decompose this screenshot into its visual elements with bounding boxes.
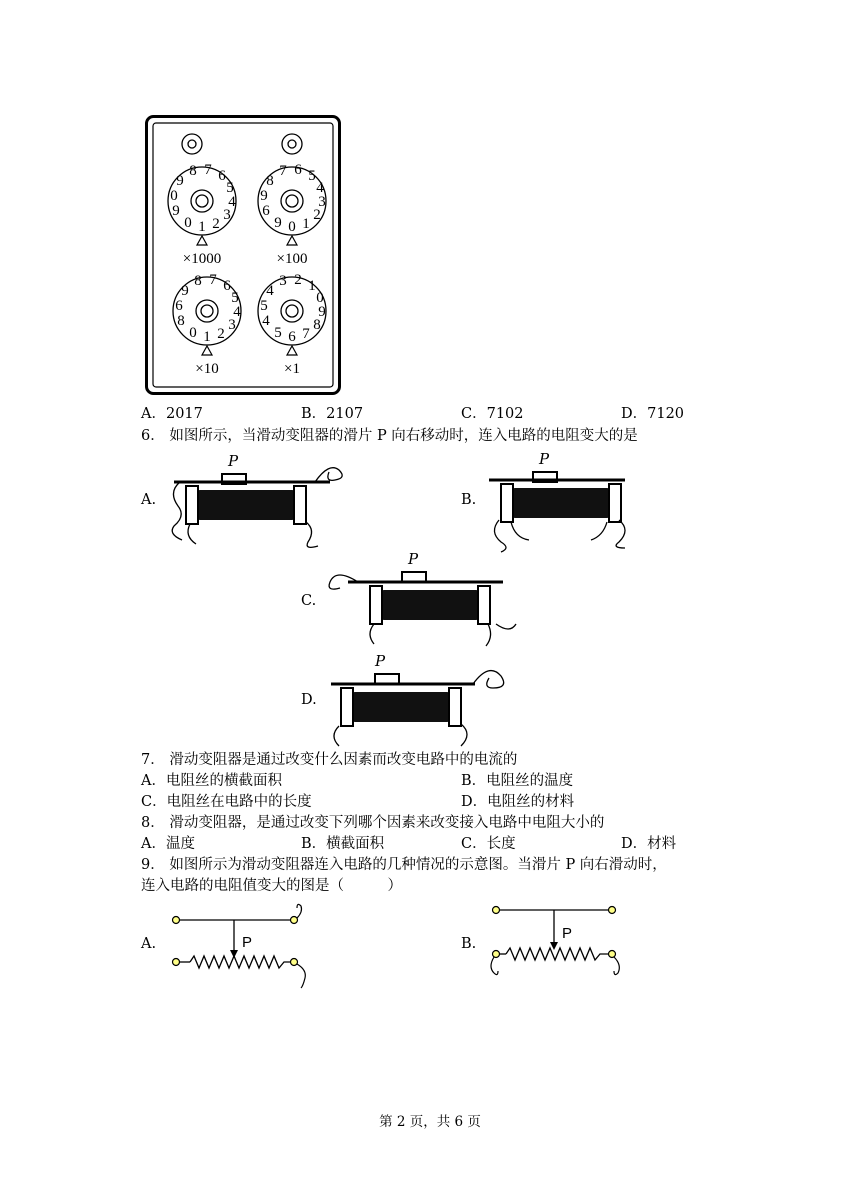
svg-text:0: 0 [316, 290, 324, 306]
multiplier-label: ×1000 [182, 251, 222, 267]
q8-option-d[interactable]: D．材料 [621, 836, 677, 852]
q6-stem: 6． 如图所示，当滑动变阻器的滑片 P 向右移动时，连入电路的电阻变大的是 [141, 428, 638, 444]
svg-text:7: 7 [204, 162, 212, 178]
q8-option-c[interactable]: C．长度 [461, 836, 516, 852]
resistance-box-figure [145, 115, 345, 400]
svg-text:6: 6 [175, 298, 183, 314]
slider-p-label: P [562, 925, 573, 942]
q8-stem: 8． 滑动变阻器，是通过改变下列哪个因素来改变接入电路中电阻大小的 [141, 815, 605, 831]
q7-option-a[interactable]: A．电阻丝的横截面积 [141, 773, 282, 789]
slider-p-label: P [408, 550, 419, 568]
svg-text:6: 6 [218, 168, 226, 184]
q5-option-d[interactable]: D．7120 [621, 406, 685, 422]
svg-text:0: 0 [189, 325, 197, 341]
svg-text:0: 0 [170, 188, 178, 204]
slider-p-label: P [375, 652, 386, 670]
svg-text:0: 0 [184, 215, 192, 231]
rheostat-figure-d [325, 652, 525, 747]
q9-stem-line2: 连入电路的电阻值变大的图是（ ） [141, 878, 402, 894]
svg-text:9: 9 [176, 173, 184, 189]
svg-text:6: 6 [262, 203, 270, 219]
svg-text:5: 5 [274, 325, 282, 341]
svg-text:9: 9 [318, 304, 326, 320]
q5-option-b[interactable]: B．2107 [301, 406, 364, 422]
svg-text:4: 4 [316, 180, 324, 196]
rheostat-figure-c [328, 550, 528, 650]
svg-text:9: 9 [274, 215, 282, 231]
svg-text:1: 1 [302, 216, 310, 232]
slider-p-label: P [242, 934, 253, 951]
multiplier-label: ×1 [284, 361, 300, 377]
q8-option-a[interactable]: A．温度 [141, 836, 195, 852]
q6-option-d[interactable]: D. [301, 692, 317, 708]
svg-text:2: 2 [217, 326, 225, 342]
svg-text:0: 0 [288, 219, 296, 235]
svg-text:5: 5 [226, 180, 234, 196]
rheostat-figure-a [170, 452, 350, 552]
page-footer: 第 2 页，共 6 页 [379, 1114, 481, 1130]
q8-option-b[interactable]: B．横截面积 [301, 836, 385, 852]
svg-text:8: 8 [266, 173, 274, 189]
slider-p-label: P [539, 450, 550, 468]
svg-text:1: 1 [308, 278, 316, 294]
q7-option-b[interactable]: B．电阻丝的温度 [461, 773, 574, 789]
svg-text:2: 2 [294, 272, 302, 288]
q6-option-c[interactable]: C. [301, 593, 317, 609]
q7-stem: 7． 滑动变阻器是通过改变什么因素而改变电路中的电流的 [141, 752, 518, 768]
svg-text:9: 9 [172, 203, 180, 219]
svg-text:9: 9 [181, 283, 189, 299]
svg-text:3: 3 [228, 317, 236, 333]
q5-option-c[interactable]: C．7102 [461, 406, 524, 422]
q9-option-b[interactable]: B. [461, 936, 477, 952]
q6-option-b[interactable]: B. [461, 492, 477, 508]
svg-text:1: 1 [198, 219, 206, 235]
svg-text:7: 7 [279, 163, 287, 179]
q9-stem-line1: 9． 如图所示为滑动变阻器连入电路的几种情况的示意图。当滑片 P 向右滑动时， [141, 857, 667, 873]
svg-text:4: 4 [266, 283, 274, 299]
svg-text:3: 3 [223, 207, 231, 223]
svg-text:7: 7 [209, 272, 217, 288]
rheostat-figure-b [485, 450, 665, 550]
svg-text:4: 4 [233, 304, 241, 320]
svg-text:8: 8 [313, 317, 321, 333]
svg-text:8: 8 [194, 273, 202, 289]
q9-option-a[interactable]: A. [141, 936, 157, 952]
svg-text:6: 6 [288, 329, 296, 345]
svg-text:8: 8 [177, 313, 185, 329]
svg-text:6: 6 [294, 162, 302, 178]
svg-text:2: 2 [313, 207, 321, 223]
svg-text:2: 2 [212, 216, 220, 232]
svg-text:1: 1 [203, 329, 211, 345]
svg-text:5: 5 [260, 298, 268, 314]
svg-text:6: 6 [223, 278, 231, 294]
q7-option-d[interactable]: D．电阻丝的材料 [461, 794, 575, 810]
svg-text:9: 9 [260, 188, 268, 204]
svg-text:7: 7 [302, 326, 310, 342]
svg-text:3: 3 [318, 194, 326, 210]
svg-text:5: 5 [308, 168, 316, 184]
svg-text:4: 4 [228, 194, 236, 210]
circuit-diagram-a [170, 900, 330, 990]
q5-option-a[interactable]: A．2017 [141, 406, 203, 422]
svg-text:5: 5 [231, 290, 239, 306]
svg-text:4: 4 [262, 313, 270, 329]
svg-text:8: 8 [189, 163, 197, 179]
multiplier-label: ×100 [276, 251, 308, 267]
q6-option-a[interactable]: A. [141, 492, 157, 508]
slider-p-label: P [228, 452, 239, 470]
circuit-diagram-b [488, 898, 648, 988]
multiplier-label: ×10 [195, 361, 219, 377]
q7-option-c[interactable]: C．电阻丝在电路中的长度 [141, 794, 312, 810]
svg-text:3: 3 [279, 273, 287, 289]
